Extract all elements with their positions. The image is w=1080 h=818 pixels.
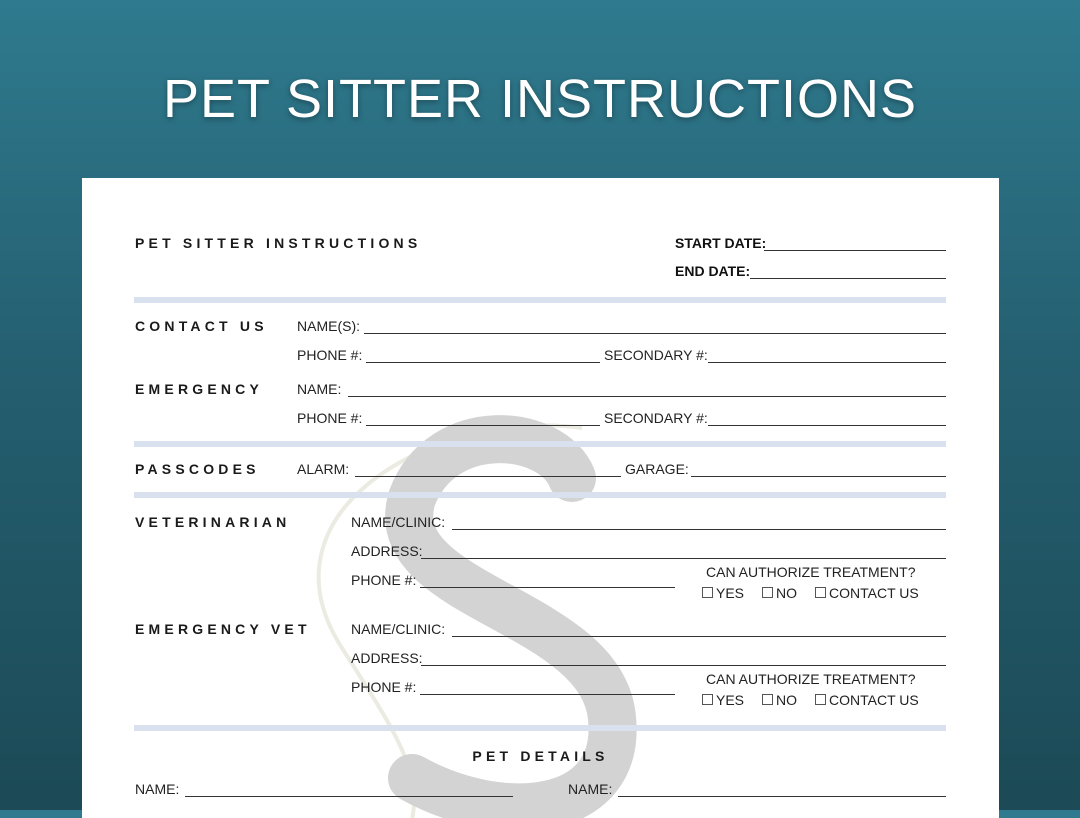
banner-title: PET SITTER INSTRUCTIONS	[162, 69, 918, 129]
passcodes-heading: PASSCODES	[135, 461, 260, 477]
vet-address-field[interactable]	[421, 558, 946, 559]
emergency-vet-address-label: ADDRESS:	[351, 650, 423, 666]
checkbox-icon[interactable]	[762, 694, 773, 705]
contact-phone-field[interactable]	[366, 362, 600, 363]
checkbox-icon[interactable]	[762, 587, 773, 598]
emergency-vet-no-option[interactable]	[762, 692, 797, 708]
vet-phone-label: PHONE #:	[351, 572, 417, 588]
emergency-vet-address-field[interactable]	[421, 665, 946, 666]
checkbox-icon[interactable]	[702, 694, 713, 705]
form-title: PET SITTER INSTRUCTIONS	[135, 235, 422, 251]
contact-heading: CONTACT US	[135, 318, 268, 334]
contact-secondary-label: SECONDARY #:	[604, 347, 708, 363]
checkbox-icon[interactable]	[702, 587, 713, 598]
vet-name-label: NAME/CLINIC:	[351, 514, 446, 530]
emergency-vet-heading: EMERGENCY VET	[135, 621, 311, 637]
section-divider	[134, 492, 946, 498]
emergency-vet-no-label: NO	[776, 692, 798, 708]
emergency-heading: EMERGENCY	[135, 381, 264, 397]
pet-name-right-field[interactable]	[618, 796, 946, 797]
vet-name-field[interactable]	[452, 529, 946, 530]
pet-details-heading: PET DETAILS	[472, 748, 609, 764]
emergency-vet-phone-field[interactable]	[420, 694, 675, 695]
emergency-phone-label: PHONE #:	[297, 410, 363, 426]
emergency-vet-name-field[interactable]	[452, 636, 946, 637]
emergency-name-label: NAME:	[297, 381, 342, 397]
garage-label: GARAGE:	[625, 461, 689, 477]
start-date-label: START DATE:	[675, 235, 767, 251]
vet-no-label: NO	[776, 585, 798, 601]
pet-name-right-label: NAME:	[568, 781, 613, 797]
pet-name-left-label: NAME:	[135, 781, 180, 797]
checkbox-icon[interactable]	[815, 694, 826, 705]
emergency-vet-yes-option[interactable]	[702, 692, 744, 708]
emergency-vet-name-label: NAME/CLINIC:	[351, 621, 446, 637]
vet-contact-label: CONTACT US	[829, 585, 919, 601]
contact-secondary-field[interactable]	[708, 362, 946, 363]
emergency-vet-authorize-label: CAN AUTHORIZE TREATMENT?	[706, 671, 916, 687]
form-sheet	[82, 178, 999, 818]
section-divider	[134, 441, 946, 447]
emergency-vet-authorize-options	[702, 692, 919, 708]
section-divider	[134, 297, 946, 303]
alarm-label: ALARM:	[297, 461, 350, 477]
emergency-name-field[interactable]	[348, 396, 946, 397]
vet-heading: VETERINARIAN	[135, 514, 291, 530]
contact-names-label: NAME(S):	[297, 318, 360, 334]
emergency-secondary-field[interactable]	[708, 425, 946, 426]
emergency-secondary-label: SECONDARY #:	[604, 410, 708, 426]
contact-phone-label: PHONE #:	[297, 347, 363, 363]
vet-no-option[interactable]	[762, 585, 797, 601]
end-date-label: END DATE:	[675, 263, 751, 279]
vet-authorize-label: CAN AUTHORIZE TREATMENT?	[706, 564, 916, 580]
garage-field[interactable]	[691, 476, 946, 477]
emergency-vet-yes-label: YES	[716, 692, 745, 708]
vet-phone-field[interactable]	[420, 587, 675, 588]
pet-name-left-field[interactable]	[185, 796, 513, 797]
end-date-field[interactable]	[750, 278, 946, 279]
monogram-watermark	[82, 178, 999, 818]
contact-names-field[interactable]	[364, 333, 946, 334]
emergency-vet-contact-label: CONTACT US	[829, 692, 919, 708]
vet-yes-option[interactable]	[702, 585, 744, 601]
start-date-field[interactable]	[764, 250, 946, 251]
emergency-phone-field[interactable]	[366, 425, 600, 426]
vet-authorize-options	[702, 585, 919, 601]
emergency-vet-phone-label: PHONE #:	[351, 679, 417, 695]
alarm-field[interactable]	[355, 476, 621, 477]
vet-yes-label: YES	[716, 585, 745, 601]
checkbox-icon[interactable]	[815, 587, 826, 598]
vet-address-label: ADDRESS:	[351, 543, 423, 559]
section-divider	[134, 725, 946, 731]
vet-contact-option[interactable]	[815, 585, 919, 601]
emergency-vet-contact-option[interactable]	[815, 692, 919, 708]
